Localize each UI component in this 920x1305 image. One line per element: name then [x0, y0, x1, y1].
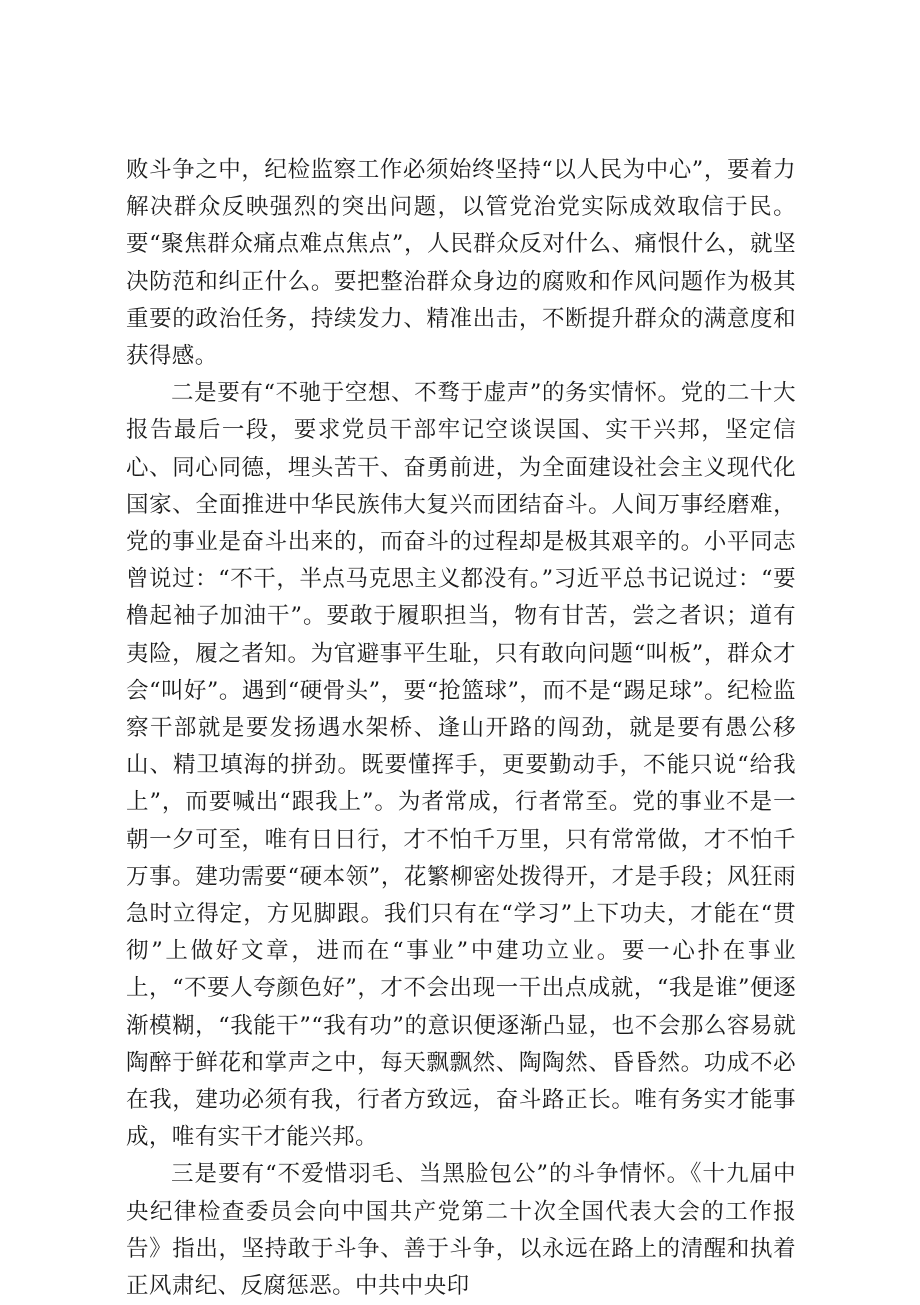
paragraph-continuation: 败斗争之中，纪检监察工作必须始终坚持“以人民为中心”，要着力解决群众反映强烈的突出问题，以管党治党实际成效取信于民。要“聚焦群众痛点难点焦点”，人民群众反对什么、痛恨什么，就坚决防范和纠正什么。要把整治群众身边的腐败和作风问题作为极其重要的政治任务，持续发力、精准出击，不断提升群众的满意度和获得感。 — [126, 157, 796, 370]
paragraph-fighting-spirit: 三是要有“不爱惜羽毛、当黑脸包公”的斗争情怀。《十九届中央纪律检查委员会向中国共产党第二十次全国代表大会的工作报告》指出，坚持敢于斗争、善于斗争，以永远在路上的清醒和执着正风肃纪、反腐惩恶。中共中央印 — [126, 1161, 796, 1300]
paragraph-pragmatic-spirit: 二是要有“不驰于空想、不骛于虚声”的务实情怀。党的二十大报告最后一段，要求党员干部牢记空谈误国、实干兴邦，坚定信心、同心同德，埋头苦干、奋勇前进，为全面建设社会主义现代化国家、全面推进中华民族伟大复兴而团结奋斗。人间万事经磨难，党的事业是奋斗出来的，而奋斗的过程却是极其艰辛的。小平同志曾说过：“不干，半点马克思主义都没有。”习近平总书记说过：“要橹起袖子加油干”。要敢于履职担当，物有甘苦，尝之者识；道有夷险，履之者知。为官避事平生耻，只有敢向问题“叫板”，群众才会“叫好”。遇到“硬骨头”，要“抢篮球”，而不是“踢足球”。纪检监察干部就是要发扬遇水架桥、逢山开路的闯劲，就是要有愚公移山、精卫填海的拼劲。既要懂挥手，更要勤动手，不能只说“给我上”，而要喊出“跟我上”。为者常成，行者常至。党的事业不是一朝一夕可至，唯有日日行，才不怕千万里，只有常常做，才不怕千万事。建功需要“硬本领”，花繁柳密处拨得开，才是手段；风狂雨急时立得定，方见脚跟。我们只有在“学习”上下功夫，才能在“贯彻”上做好文章，进而在“事业”中建功立业。要一心扑在事业上，“不要人夸颜色好”，才不会出现一干出点成就，“我是谁”便逐渐模糊，“我能干”“我有功”的意识便逐渐凸显，也不会那么容易就陶醉于鲜花和掌声之中，每天飘飘然、陶陶然、昏昏然。功成不必在我，建功必须有我，行者方致远，奋斗路正长。唯有务实才能事成，唯有实干才能兴邦。 — [126, 380, 796, 1151]
document-body — [126, 152, 796, 1305]
